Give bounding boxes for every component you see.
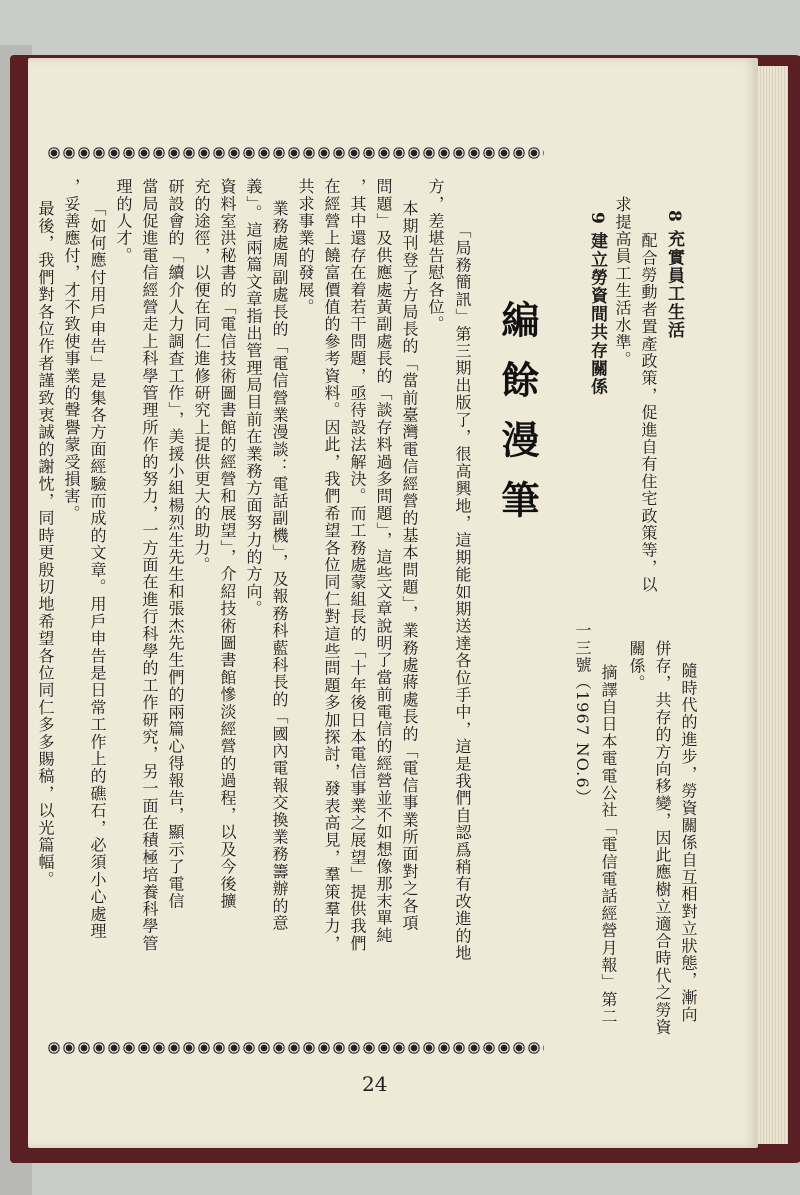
page-number: 24 — [362, 1072, 388, 1096]
item8-line-1: 配合勞動者置產政策，促進自有住宅政策等，以 — [639, 232, 658, 594]
editorial-line-4: 問題」及供應處黃副處長的「談存料過多問題」，這些文章說明了當前電信的經營並不如想像那末單純 — [374, 178, 393, 944]
editorial-line-7: 共求事業的發展。 — [296, 178, 315, 316]
editorial-title: 編餘漫筆 — [495, 300, 540, 540]
item8-line-2: 求提高員工生活水準。 — [613, 196, 632, 368]
editorial-line-2: 方，差堪告慰各位。 — [426, 178, 445, 333]
editorial-line-12: 研設會的「續介人力調查工作」，美援小組楊烈生先生和張杰先生們的兩篇心得報告，顯示了電信 — [166, 178, 185, 910]
item9-line-3: 關係。 — [627, 640, 646, 692]
item9-line-2: 併存，共存的方向移變，因此應樹立適合時代之勞資 — [653, 640, 672, 1036]
item9-heading: 9 建立勞資間共存關係 — [587, 212, 607, 396]
editorial-line-1: 「局務簡訊」第三期出版了，很高興地，這期能如期送達各位手中，這是我們自認爲稍有改進的地 — [453, 222, 472, 962]
editorial-line-10: 資料室洪秘書的「電信技術圖書館的經營和展望」，介紹技術圖書館慘淡經營的過程，以及今後擴 — [218, 178, 237, 910]
page-stack-edge — [758, 66, 788, 1144]
book-page — [28, 58, 758, 1148]
editorial-line-13: 當局促進電信經營走上科學管理所作的努力，一方面在進行科學的工作研究，另一面在積極培養科學管 — [140, 178, 159, 952]
editorial-line-15: 「如何應付用戶申告」是集各方面經驗而成的文章。用戶申告是日常工作上的礁石，必須小心處理 — [88, 200, 107, 940]
item8-heading: 8 充實員工生活 — [664, 210, 684, 340]
editorial-line-16: ，妥善應付，才不致使事業的聲譽蒙受損害。 — [62, 178, 81, 522]
editorial-line-11: 充的途徑，以便在同仁進修研究上提供更大的助力。 — [192, 178, 211, 574]
ornament-border-top — [47, 146, 544, 160]
editorial-line-17: 最後，我們對各位作者謹致衷誠的謝忱，同時更殷切地希望各位同仁多多賜稿，以光篇幅。 — [36, 200, 55, 888]
editorial-line-5: ，其中還存在着若干問題，亟待設法解決。而工務處蒙組長的「十年後日本電信事業之展望」提供我們 — [348, 178, 367, 952]
editorial-line-9: 義」。這兩篇文章指出管理局目前在業務方面努力的方向。 — [244, 178, 263, 618]
editorial-line-3: 本期刊登了方局長的「當前臺灣電信經營的基本問題」，業務處蔣處長的「電信事業所面對之各項 — [400, 200, 419, 932]
editorial-line-8: 業務處周副處長的「電信營業漫談：電話副機」，及報務科藍科長的「國內電報交換業務籌辦的意 — [270, 200, 289, 932]
editorial-line-14: 理的人才。 — [114, 178, 133, 264]
source-line-2: 一三號（1967 NO.6） — [573, 622, 592, 807]
editorial-line-6: 在經營上饒富價值的參考資料。因此，我們希望各位同仁對這些問題多加探討，發表高見，羣策羣力， — [322, 178, 341, 952]
item9-line-1: 隨時代的進步，勞資關係自互相對立狀態，漸向 — [679, 662, 698, 1024]
ornament-border-bottom — [47, 1041, 544, 1055]
source-line-1: 摘譯自日本電電公社「電信電話經營月報」第二 — [599, 664, 618, 1026]
